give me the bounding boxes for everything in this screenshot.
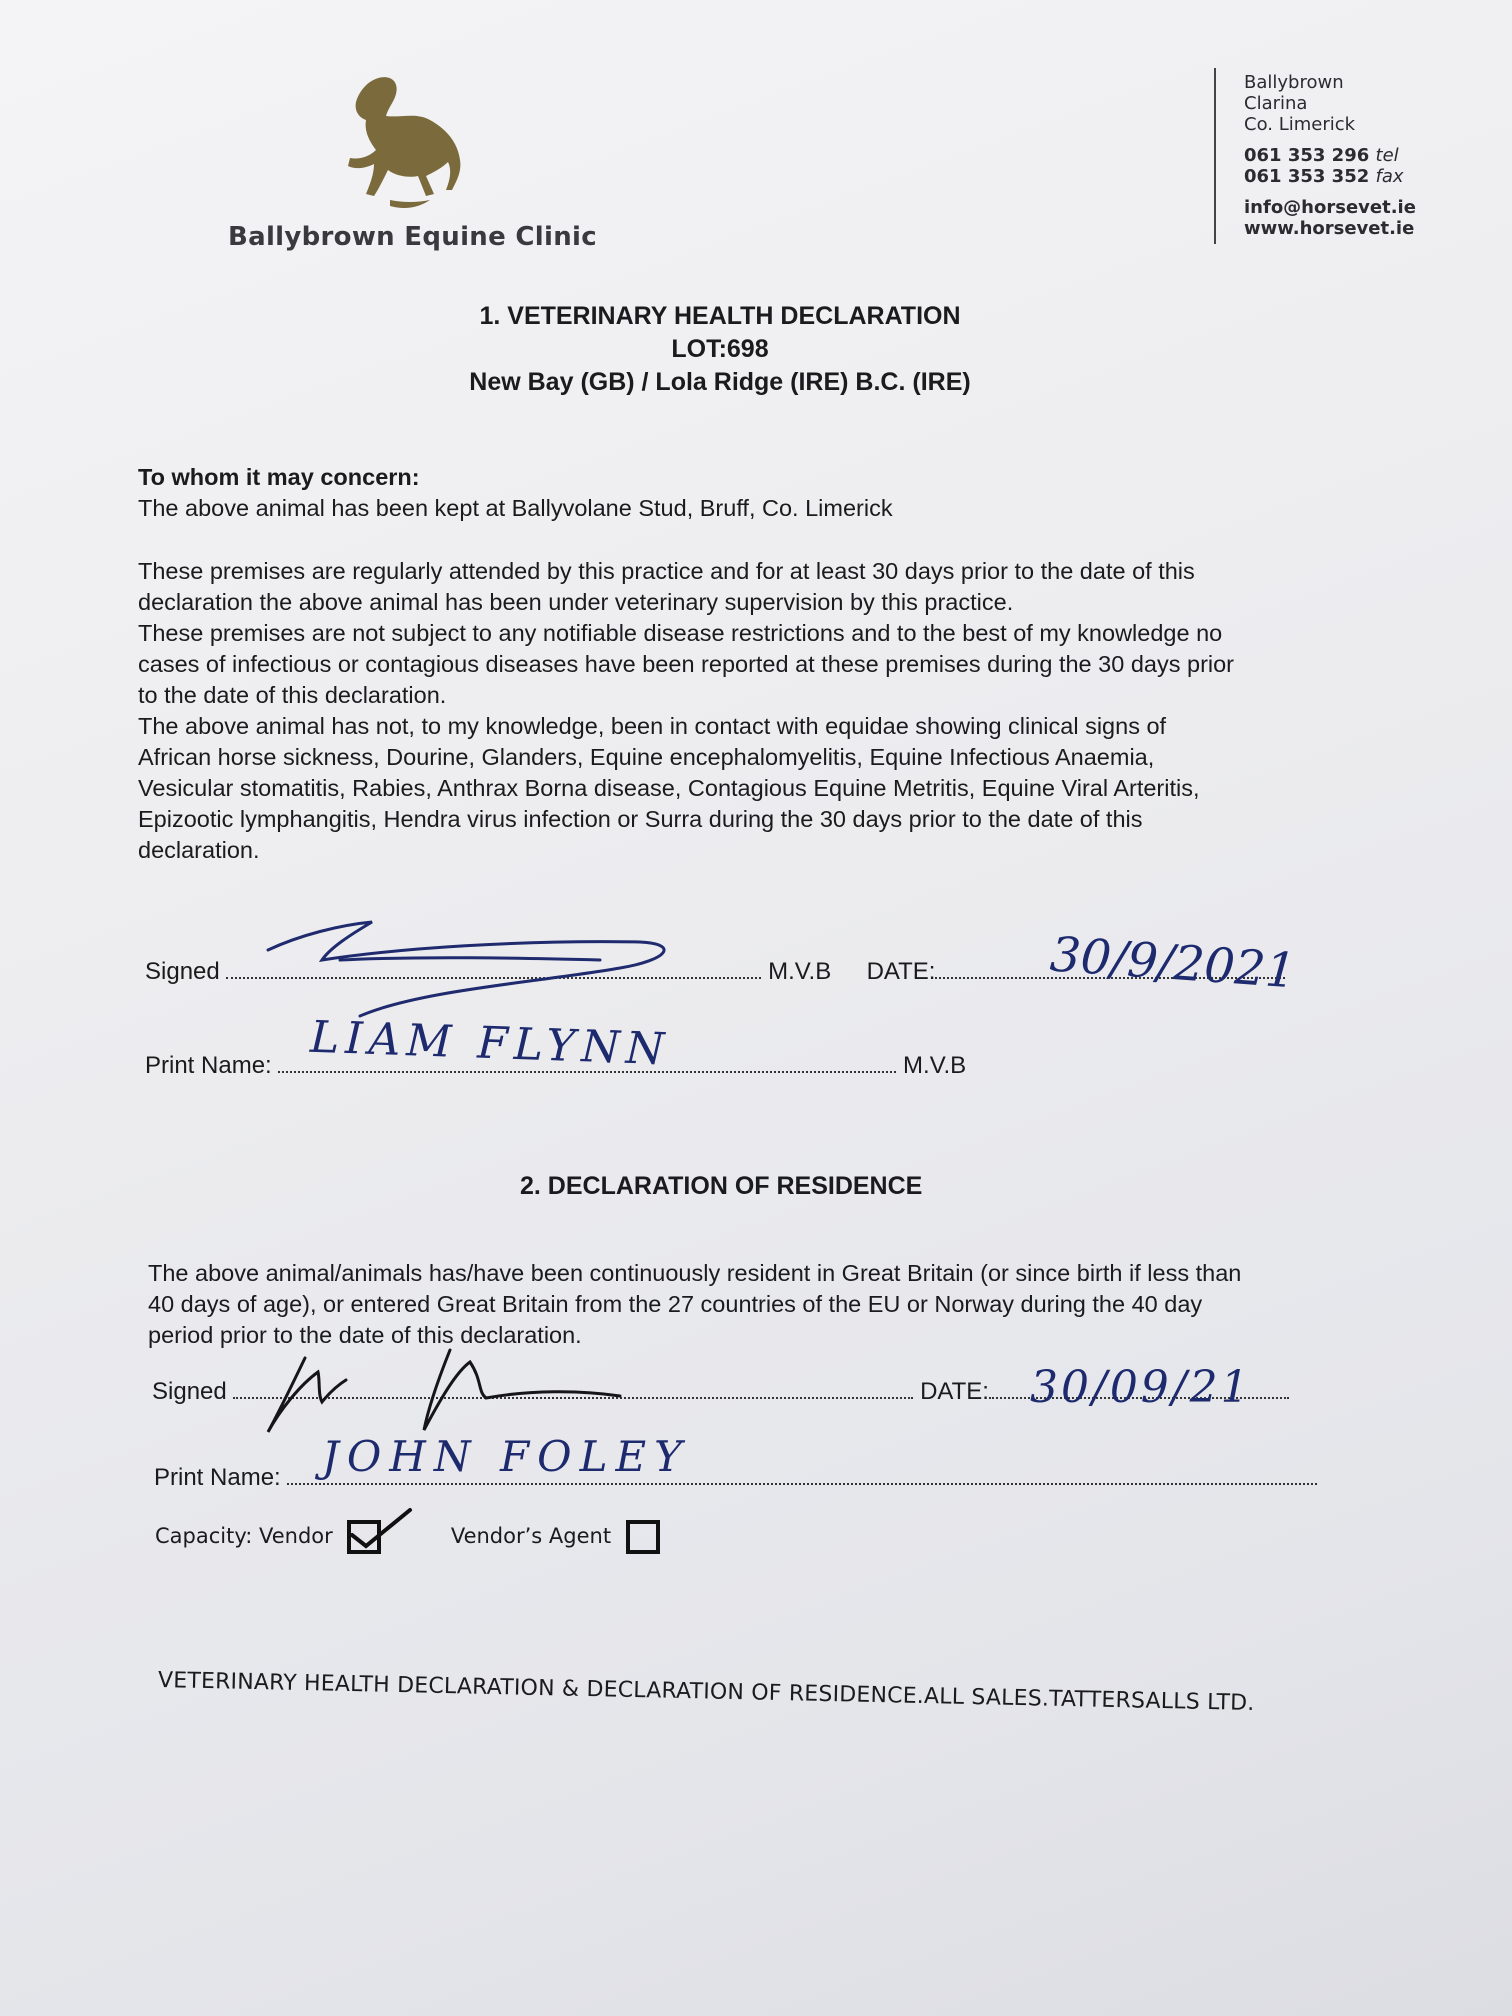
mvb-label: M.V.B xyxy=(768,958,832,985)
print-name-label: Print Name: xyxy=(154,1464,281,1491)
vendor-checkbox[interactable] xyxy=(347,1520,381,1554)
residence-statement xyxy=(148,1258,1428,1351)
para-line: 40 days of age), or entered Great Britain from the 27 countries of the EU or Norway during the 40 day xyxy=(148,1291,1203,1317)
address-line-1: Ballybrown xyxy=(1244,72,1344,93)
para-line: declaration. xyxy=(138,837,260,863)
para-line: period prior to the date of this declaration. xyxy=(148,1322,582,1348)
salutation: To whom it may concern: xyxy=(138,464,420,490)
vendor-agent-label: Vendor’s Agent xyxy=(450,1524,612,1548)
vendor-print-name-handwritten: JOHN FOLEY xyxy=(322,1432,690,1481)
para-line: cases of infectious or contagious diseases have been reported at these premises during the 30 days prior xyxy=(138,651,1235,677)
address-divider xyxy=(1214,68,1216,244)
concern-block xyxy=(138,462,1428,524)
vendor-agent-checkbox[interactable] xyxy=(626,1520,660,1554)
address-line-2: Clarina xyxy=(1244,93,1308,114)
declaration-1-heading xyxy=(380,300,1060,399)
page-footer: VETERINARY HEALTH DECLARATION & DECLARATION OF RESIDENCE.ALL SALES.TATTERSALLS LTD. xyxy=(157,1668,1255,1716)
vet-print-name-handwritten: LIAM FLYNN xyxy=(309,1011,672,1076)
horse-logo-icon xyxy=(330,72,490,212)
signature-line[interactable] xyxy=(226,959,761,979)
date-label: DATE: xyxy=(920,1378,989,1405)
email: info@horsevet.ie xyxy=(1244,197,1416,218)
para-line: These premises are regularly attended by this practice and for at least 30 days prior to the date of this xyxy=(138,558,1195,584)
para-line: African horse sickness, Dourine, Glanders, Equine encephalomyelitis, Equine Infectious Anaemia, xyxy=(138,744,1155,770)
mvb-label-2: M.V.B xyxy=(903,1052,967,1079)
phone-tel: 061 353 296 tel xyxy=(1244,145,1399,166)
para-line: The above animal/animals has/have been continuously resident in Great Britain (or since birth if less than xyxy=(148,1260,1242,1286)
print-name-label: Print Name: xyxy=(145,1052,272,1079)
para-line: to the date of this declaration. xyxy=(138,682,447,708)
para-line: These premises are not subject to any notifiable disease restrictions and to the best of my knowledge no xyxy=(138,620,1223,646)
clinic-address xyxy=(1244,72,1416,239)
declaration-2-heading: 2. DECLARATION OF RESIDENCE xyxy=(520,1172,923,1200)
signature-line[interactable] xyxy=(233,1379,913,1399)
para-line: Vesicular stomatitis, Rabies, Anthrax Borna disease, Contagious Equine Metritis, Equine Viral Arteritis, xyxy=(138,775,1200,801)
para-line: The above animal has not, to my knowledge, been in contact with equidae showing clinical signs of xyxy=(138,713,1167,739)
kept-at-statement: The above animal has been kept at Ballyvolane Stud, Bruff, Co. Limerick xyxy=(138,495,893,521)
phone-fax: 061 353 352 fax xyxy=(1244,166,1404,187)
page-title: 1. VETERINARY HEALTH DECLARATION xyxy=(479,302,961,330)
signed-label: Signed xyxy=(152,1378,227,1405)
vet-date-handwritten: 30/9/2021 xyxy=(1048,926,1298,1000)
lot-number: LOT:698 xyxy=(671,335,769,363)
horse-pedigree: New Bay (GB) / Lola Ridge (IRE) B.C. (IRE) xyxy=(469,368,971,396)
signed-label: Signed xyxy=(145,958,220,985)
address-line-3: Co. Limerick xyxy=(1244,114,1356,135)
para-line: declaration the above animal has been under veterinary supervision by this practice. xyxy=(138,589,1014,615)
capacity-row xyxy=(155,1520,660,1554)
vendor-date-handwritten: 30/09/21 xyxy=(1030,1362,1252,1413)
capacity-label: Capacity: Vendor xyxy=(155,1524,333,1548)
website: www.horsevet.ie xyxy=(1244,218,1415,239)
health-statement xyxy=(138,556,1428,866)
date-label: DATE: xyxy=(866,958,936,985)
para-line: Epizootic lymphangitis, Hendra virus infection or Surra during the 30 days prior to the date of this xyxy=(138,806,1143,832)
clinic-name: Ballybrown Equine Clinic xyxy=(228,222,597,252)
